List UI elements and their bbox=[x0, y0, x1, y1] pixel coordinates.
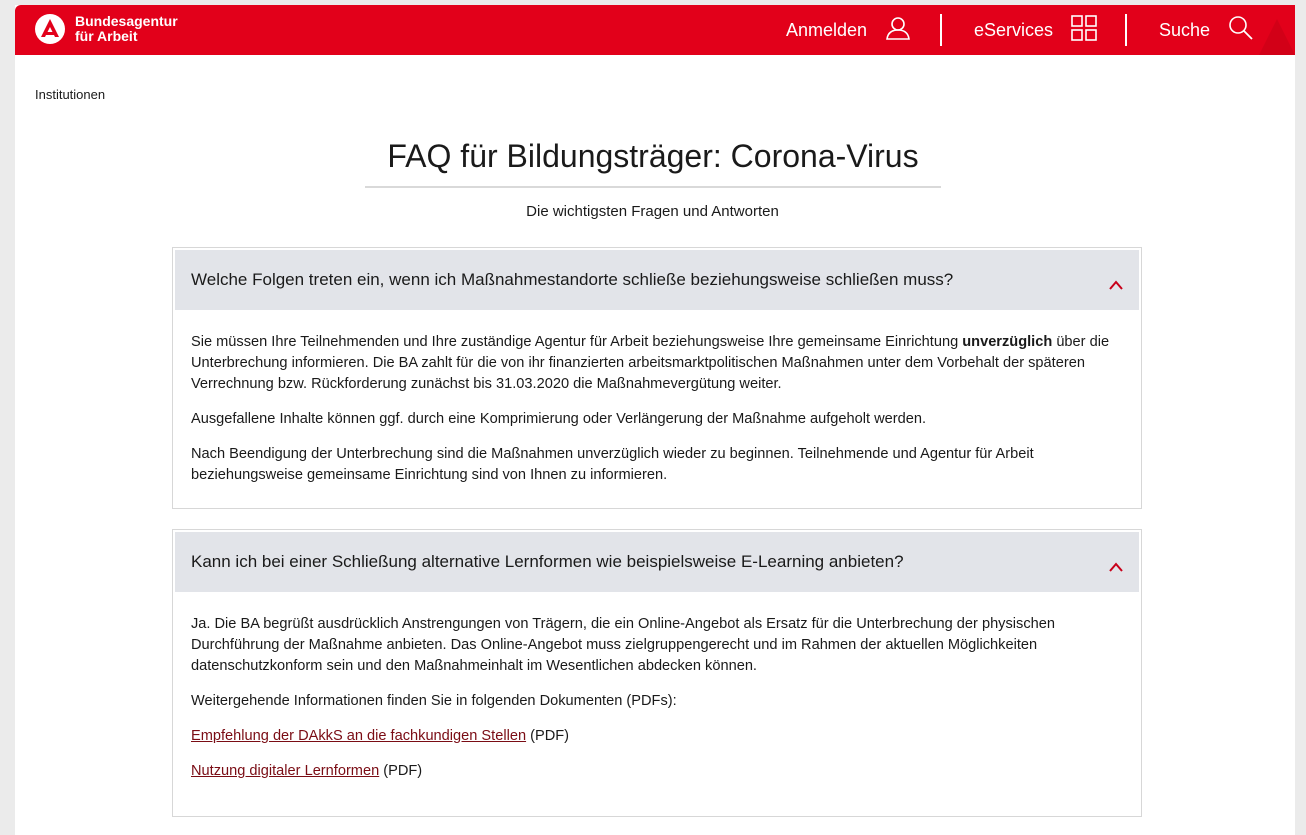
chevron-up-icon bbox=[1109, 557, 1123, 567]
faq-answer bbox=[173, 312, 1141, 508]
document-link-row bbox=[191, 761, 1123, 782]
faq-item bbox=[172, 529, 1142, 817]
answer-paragraph bbox=[191, 332, 1123, 395]
ba-logo[interactable] bbox=[35, 14, 178, 44]
search-label: Suche bbox=[1159, 19, 1211, 40]
breadcrumb[interactable]: Institutionen bbox=[35, 87, 106, 102]
faq-item bbox=[172, 247, 1142, 509]
brand-line2: für Arbeit bbox=[75, 28, 138, 44]
login-label: Anmelden bbox=[786, 19, 868, 40]
eservices-label: eServices bbox=[974, 19, 1054, 40]
faq-question: Kann ich bei einer Schließung alternative Lernformen wie beispielsweise E-Learning anbieten? bbox=[191, 552, 904, 571]
brand-line1: Bundesagentur bbox=[75, 13, 178, 29]
pdf-suffix: (PDF) bbox=[526, 728, 570, 744]
document-link-row bbox=[191, 726, 1123, 747]
answer-paragraph: Ausgefallene Inhalte können ggf. durch eine Komprimierung oder Verlängerung der Maßnahme aufgeholt werden. bbox=[191, 411, 927, 427]
digital-learning-pdf-link[interactable]: Nutzung digitaler Lernformen bbox=[191, 763, 380, 779]
ba-logo-icon bbox=[35, 14, 65, 44]
faq-answer bbox=[173, 594, 1141, 782]
grid-icon bbox=[1071, 15, 1097, 46]
answer-paragraph: Weitergehende Informationen finden Sie in folgenden Dokumenten (PDFs): bbox=[191, 693, 677, 709]
answer-paragraph: Ja. Die BA begrüßt ausdrücklich Anstrengungen von Trägern, die ein Online-Angebot als Ersatz für die Unterbrechung der physischen Durchführung der Maßnahme anbieten. Das Online-Angebot muss zielgruppengerecht und im Rahmen der aktuellen Möglichkeiten datenschutzkonform sein und den Maßnahmeinhalt im Wesentlichen abdecken können. bbox=[191, 616, 1055, 674]
answer-text: Sie müssen Ihre Teilnehmenden und Ihre zuständige Agentur für Arbeit beziehungsweise Ihre gemeinsame Einrichtung bbox=[191, 334, 963, 350]
faq-question-toggle[interactable] bbox=[175, 532, 1139, 592]
faq-question: Welche Folgen treten ein, wenn ich Maßnahmestandorte schließe beziehungsweise schließen muss? bbox=[191, 270, 954, 289]
site-header bbox=[15, 5, 1295, 55]
login-button[interactable] bbox=[786, 5, 911, 55]
answer-paragraph: Nach Beendigung der Unterbrechung sind die Maßnahmen unverzüglich wieder zu beginnen. Teilnehmende und Agentur für Arbeit beziehungsweise gemeinsame Einrichtung sind von Ihnen zu informieren. bbox=[191, 446, 1034, 483]
chevron-up-icon bbox=[1109, 275, 1123, 285]
page bbox=[15, 5, 1295, 835]
search-button[interactable] bbox=[1159, 5, 1254, 55]
faq-question-toggle[interactable] bbox=[175, 250, 1139, 310]
pdf-suffix: (PDF) bbox=[379, 763, 423, 779]
brand-name bbox=[75, 14, 178, 44]
page-subtitle: Die wichtigsten Fragen und Antworten bbox=[526, 203, 779, 220]
user-icon bbox=[885, 16, 911, 45]
page-title: FAQ für Bildungsträger: Corona-Virus bbox=[365, 138, 941, 188]
corner-decoration bbox=[1245, 5, 1295, 55]
dakks-pdf-link[interactable]: Empfehlung der DAkkS an die fachkundigen Stellen bbox=[191, 728, 527, 744]
nav-separator bbox=[1125, 14, 1127, 46]
answer-text: über die Unterbrechung informieren. Die BA zahlt für die von ihr finanzierten arbeitsmarktpolitischen Maßnahmen unter dem Vorbehalt der späteren Verrechnung bzw. Rückforderung zunächst bis 31.03.2020 die Maßnahmevergütung weiter. bbox=[191, 334, 1110, 392]
eservices-button[interactable] bbox=[974, 5, 1097, 55]
nav-separator bbox=[940, 14, 942, 46]
answer-emphasis: unverzüglich bbox=[962, 334, 1053, 350]
